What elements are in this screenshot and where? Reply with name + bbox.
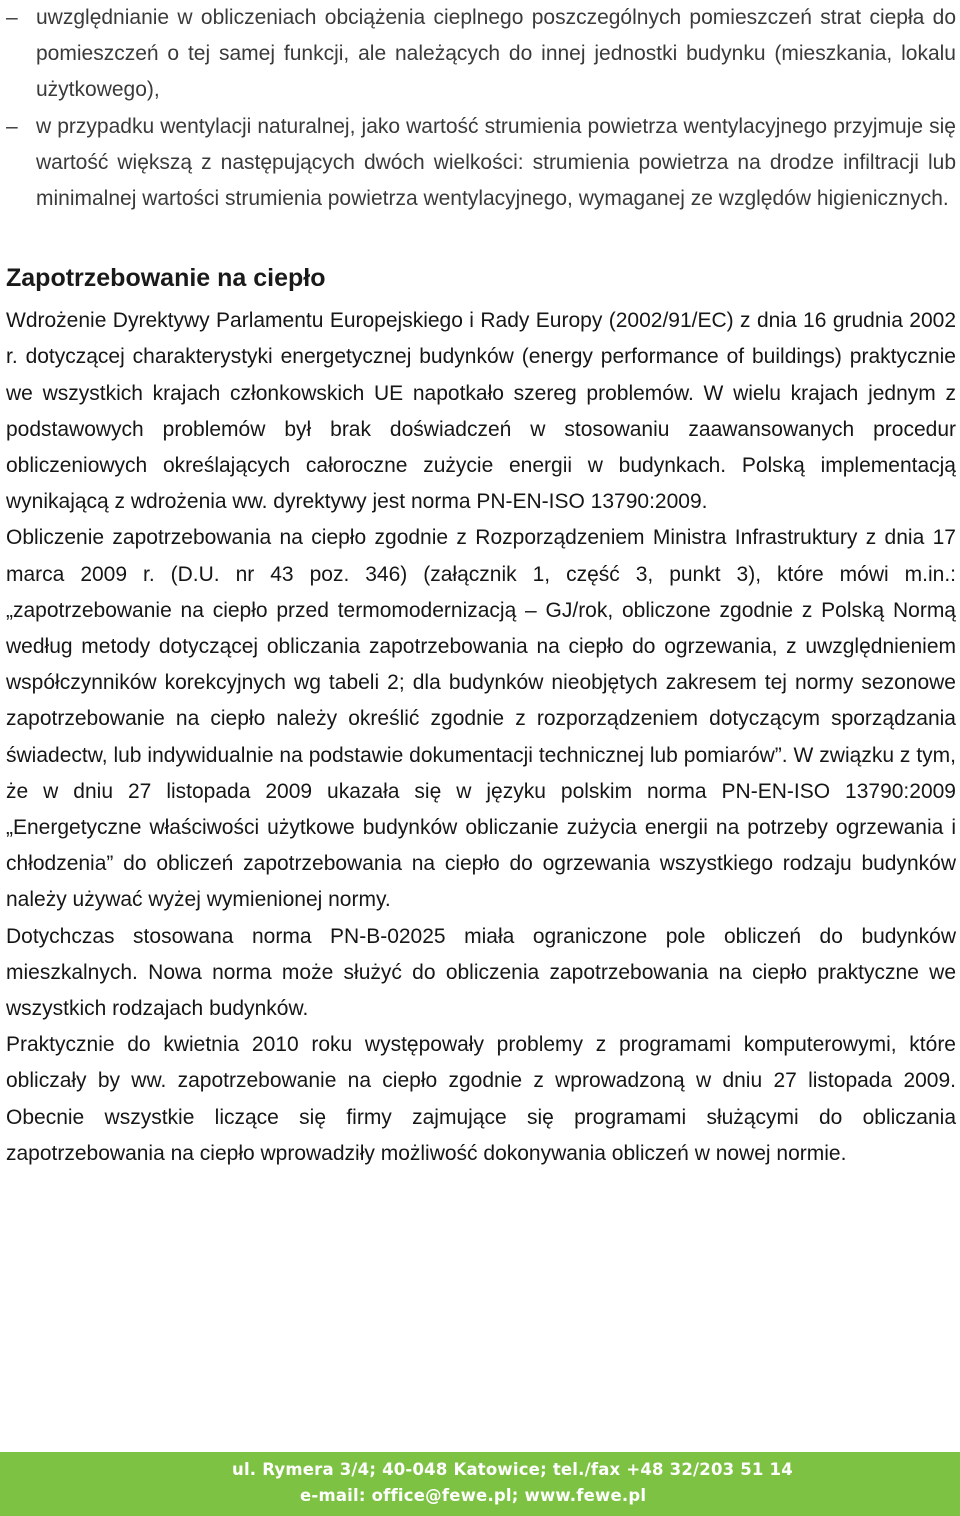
footer-address: ul. Rymera 3/4; 40-048 Katowice; tel./fax +48 32/203 51 14 bbox=[232, 1460, 793, 1479]
paragraph: Obliczenie zapotrzebowania na ciepło zgodnie z Rozporządzeniem Ministra Infrastruktury z dnia 17 marca 2009 r. (D.U. nr 43 poz. 346) (załącznik 1, część 3, punkt 3), które mówi m.in.: „zapotrzebowanie na ciepło przed termomodernizacją – GJ/rok, obliczone zgodnie z Polską Normą według metody dotyczącej obliczania zapotrzebowania na ciepło do ogrzewania, z uwzględnieniem współczynników korekcyjnych wg tabeli 2; dla budynków nieobjętych zakresem tej normy sezonowe zapotrzebowanie na ciepło należy określić zgodnie z rozporządzeniem dotyczącym sporządzania świadectw, lub indywidualnie na podstawie dokumentacji technicznej lub pomiarów”. W związku z tym, że w dniu 27 listopada 2009 ukazała się w języku polskim norma PN-EN-ISO 13790:2009 „Energetyczne właściwości użytkowe budynków obliczanie zużycia energii na potrzeby ogrzewania i chłodzenia” do obliczeń zapotrzebowania na ciepło do ogrzewania wszystkiego rodzaju budynków należy używać wyżej wymienionej normy. bbox=[6, 526, 956, 912]
bullet-text: w przypadku wentylacji naturalnej, jako wartość strumienia powietrza wentylacyjnego przyjmuje się wartość większą z następujących dwóch wielkości: strumienia powietrza na drodze infiltracji lub minimalnej wartości strumienia powietrza wentylacyjnego, wymaganej ze względów higienicznych. bbox=[36, 114, 956, 211]
bullet-dash: – bbox=[6, 6, 18, 29]
bullet-item bbox=[6, 109, 956, 218]
paragraph: Praktycznie do kwietnia 2010 roku występowały problemy z programami komputerowymi, które obliczały by ww. zapotrzebowanie na ciepło zgodnie z wprowadzoną w dniu 27 listopada 2009. Obecnie wszystkie liczące się firmy zajmujące się programami służącymi do obliczania zapotrzebowania na ciepło wprowadziły możliwość dokonywania obliczeń w nowej normie. bbox=[6, 1033, 956, 1165]
footer-banner bbox=[0, 1452, 960, 1516]
footer-contact: e-mail: office@fewe.pl; www.fewe.pl bbox=[300, 1486, 647, 1505]
paragraph: Wdrożenie Dyrektywy Parlamentu Europejskiego i Rady Europy (2002/91/EC) z dnia 16 grudnia 2002 r. dotyczącej charakterystyki energetycznej budynków (energy performance of buildings) praktycznie we wszystkich krajach członkowskich UE napotkało szereg problemów. W wielu krajach jednym z podstawowych problemów był brak doświadczeń w stosowaniu zaawansowanych procedur obliczeniowych określających całoroczne zużycie energii w budynkach. Polską implementacją wynikającą z wdrożenia ww. dyrektywy jest norma PN-EN-ISO 13790:2009. bbox=[6, 309, 956, 514]
section-heading: Zapotrzebowanie na ciepło bbox=[6, 264, 326, 293]
bullet-text: uwzględnianie w obliczeniach obciążenia cieplnego poszczególnych pomieszczeń strat ciepła do pomieszczeń o tej samej funkcji, ale należących do innej jednostki budynku (mieszkania, lokalu użytkowego), bbox=[36, 6, 956, 102]
bullet-dash: – bbox=[6, 114, 18, 138]
bullet-list bbox=[6, 0, 956, 217]
paragraph: Dotychczas stosowana norma PN-B-02025 miała ograniczone pole obliczeń do budynków mieszkalnych. Nowa norma może służyć do obliczenia zapotrzebowania na ciepło praktyczne we wszystkich rodzajach budynków. bbox=[6, 924, 956, 1021]
document-body bbox=[6, 0, 956, 1172]
bullet-item bbox=[6, 0, 956, 109]
